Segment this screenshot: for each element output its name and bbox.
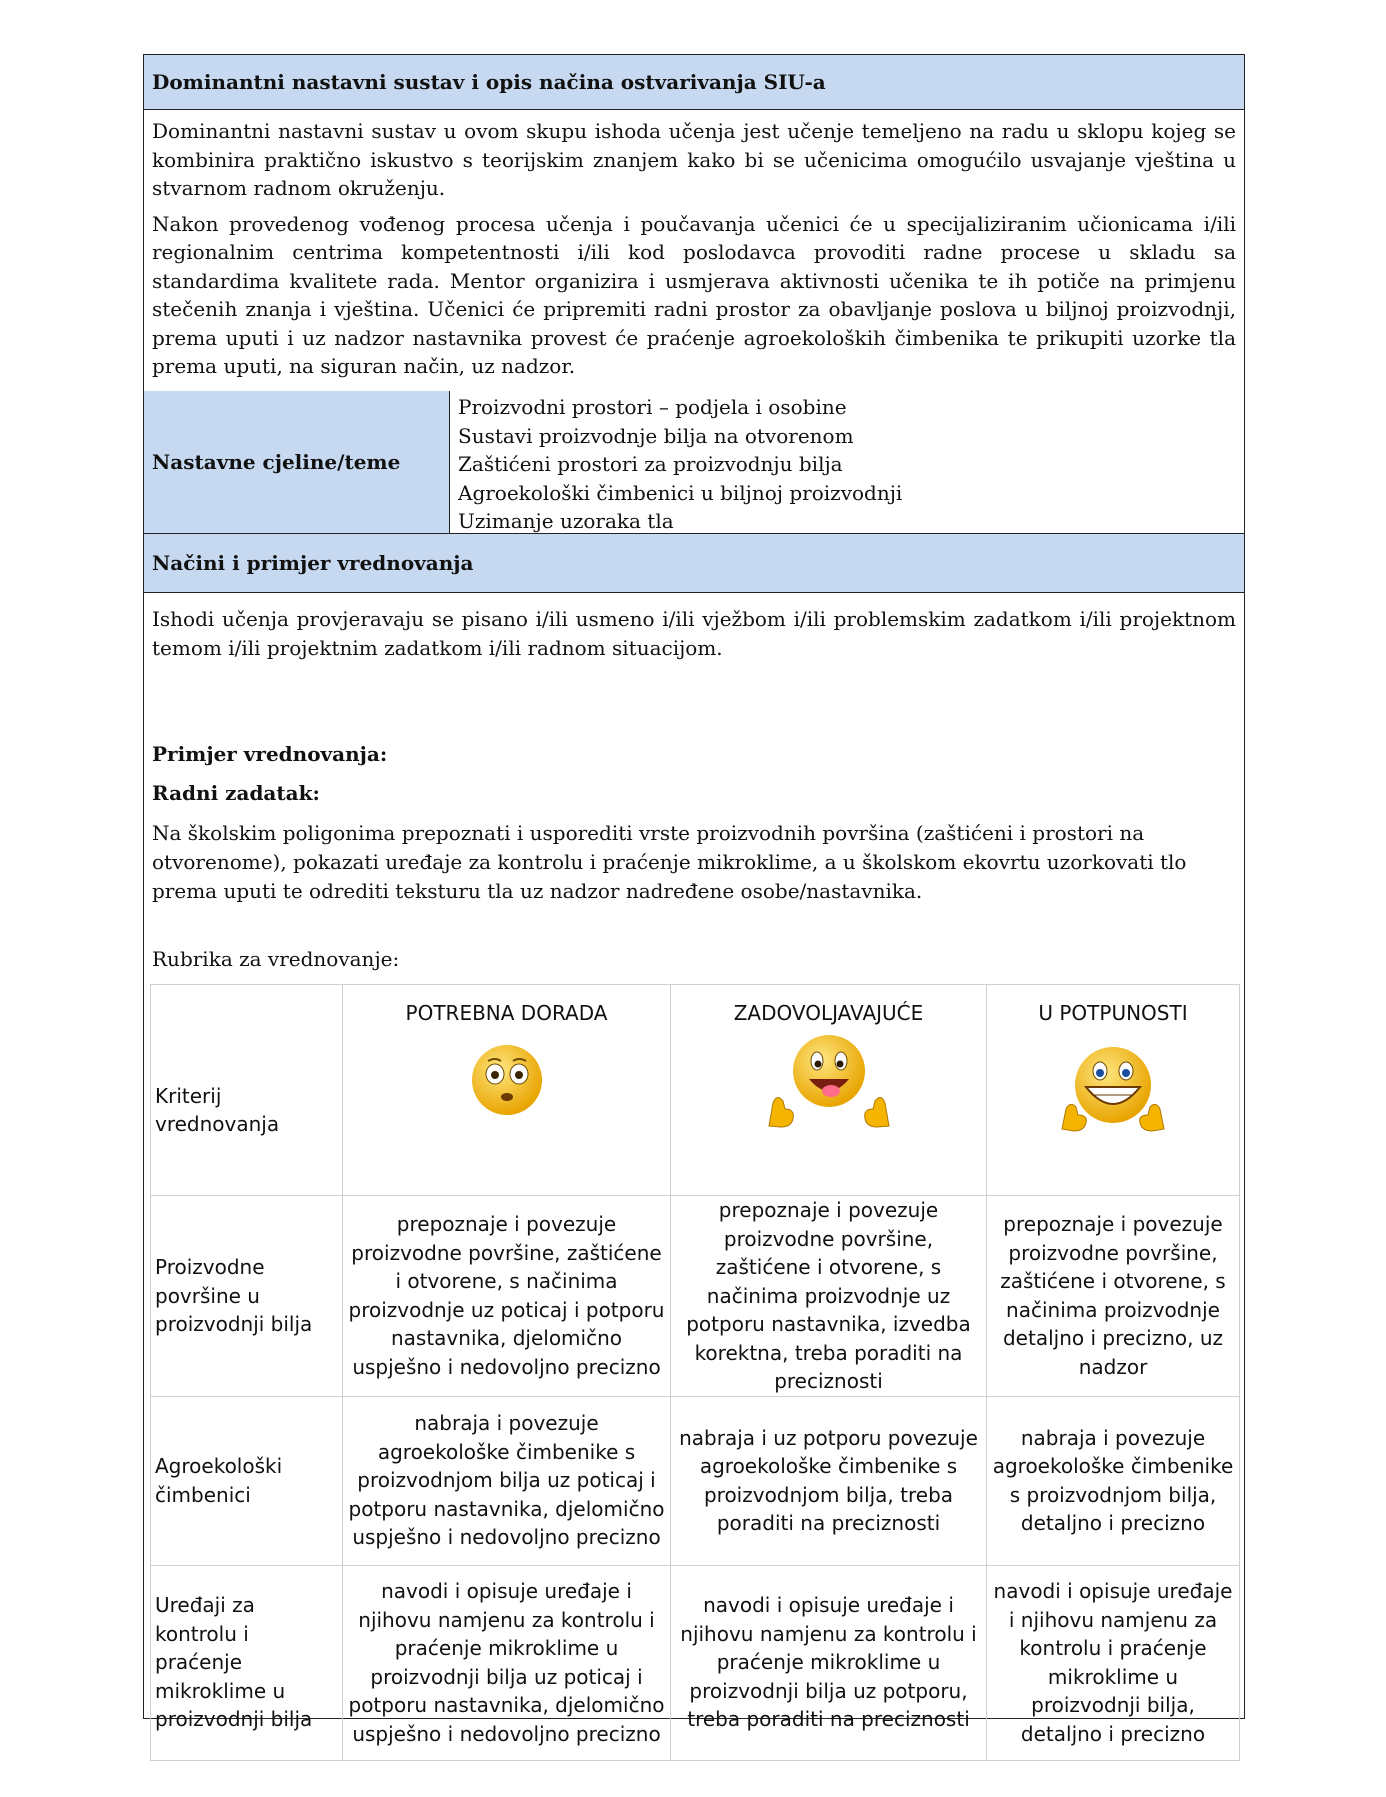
criteria-header: Kriterij vrednovanja (151, 985, 343, 1196)
teaching-unit-item: Proizvodni prostori – podjela i osobine (458, 395, 847, 419)
rubric-cell: nabraja i povezuje agroekološke čimbenike s proizvodnjom bilja, detaljno i precizno (987, 1396, 1240, 1565)
level-header-complete (987, 985, 1240, 1196)
evaluation-description (152, 605, 1236, 662)
rubric-cell: navodi i opisuje uređaje i njihovu namjenu za kontrolu i praćenje mikroklime u proizvodnji bilja, detaljno i precizno (987, 1565, 1240, 1760)
criterion-cell: Proizvodne površine u proizvodnji bilja (151, 1196, 343, 1397)
rubric-header-row (151, 985, 1240, 1196)
rubric-row (151, 1196, 1240, 1397)
flushed-face-icon (470, 1043, 544, 1117)
section-header-teaching-system (144, 55, 1244, 110)
rubric-table (150, 984, 1240, 1761)
teaching-units-list (458, 393, 902, 536)
rubric-cell: nabraja i uz potporu povezuje agroekološke čimbenike s proizvodnjom bilja, treba poraditi na preciznosti (671, 1396, 987, 1565)
level-header-needs-work (343, 985, 671, 1196)
teaching-unit-item: Zaštićeni prostori za proizvodnju bilja (458, 452, 843, 476)
rubric-title: Rubrika za vrednovanje: (152, 947, 400, 971)
document-frame (143, 54, 1245, 1746)
section-title: Dominantni nastavni sustav i opis načina ostvarivanja SIU-a (152, 70, 826, 94)
teaching-system-description (152, 117, 1236, 381)
paragraph: Nakon provedenog vođenog procesa učenja i poučavanja učenici će u specijaliziranim učionicama i/ili regionalnim centrima kompetentnosti i/ili kod poslodavca provoditi radne procese u skladu sa standardima kvalitete rada. Mentor organizira i usmjerava aktivnosti učenika te ih potiče na primjenu stečenih znanja i vještina. Učenici će pripremiti radni prostor za obavljanje poslova u biljnoj proizvodnji, prema uputi i uz nadzor nastavnika provest će praćenje agroekoloških čimbenika te prikupiti uzorke tla prema uputi, na siguran način, uz nadzor. (152, 211, 1236, 378)
criterion-cell: Uređaji za kontrolu i praćenje mikroklime u proizvodnji bilja (151, 1565, 343, 1760)
grinning-thumbs-up-face-icon (1058, 1043, 1168, 1133)
task-text: Na školskim poligonima prepoznati i usporediti vrste proizvodnih površina (zaštićeni i prostori na otvorenome), pokazati uređaje za kontrolu i praćenje mikroklime, a u školskom ekovrtu uzorkovati tlo prema uputi te odrediti teksturu tla uz nadzor nadređene osobe/nastavnika. (152, 821, 1187, 903)
example-title: Primjer vrednovanja: (152, 742, 388, 766)
thumbs-up-face-icon (759, 1031, 899, 1131)
level-label: U POTPUNOSTI (1038, 1001, 1188, 1025)
rubric-cell: navodi i opisuje uređaje i njihovu namjenu za kontrolu i praćenje mikroklime u proizvodnji bilja uz potporu, treba poraditi na preciznosti (671, 1565, 987, 1760)
teaching-unit-item: Sustavi proizvodnje bilja na otvorenom (458, 423, 854, 448)
paragraph: Ishodi učenja provjeravaju se pisano i/ili usmeno i/ili vježbom i/ili problemskim zadatkom i/ili projektnom temom i/ili projektnim zadatkom i/ili radnom situacijom. (152, 607, 1236, 660)
level-label: POTREBNA DORADA (405, 1001, 608, 1025)
level-label: ZADOVOLJAVAJUĆE (733, 1001, 924, 1025)
criterion-cell: Agroekološki čimbenici (151, 1396, 343, 1565)
level-header-satisfactory (671, 985, 987, 1196)
paragraph: Dominantni nastavni sustav u ovom skupu ishoda učenja jest učenje temeljeno na radu u sklopu kojeg se kombinira praktično iskustvo s teorijskim znanjem kako bi se učenicima omogućilo usvajanje vještina u stvarnom radnom okruženju. (152, 119, 1236, 200)
rubric-cell: prepoznaje i povezuje proizvodne površine, zaštićene i otvorene, s načinima proizvodnje detaljno i precizno, uz nadzor (987, 1196, 1240, 1397)
rubric-cell: navodi i opisuje uređaje i njihovu namjenu za kontrolu i praćenje mikroklime u proizvodnji bilja uz poticaj i potporu nastavnika, djelomično uspješno i nedovoljno precizno (343, 1565, 671, 1760)
section-title: Načini i primjer vrednovanja (152, 551, 474, 575)
teaching-units-row (144, 391, 1244, 534)
rubric-row (151, 1565, 1240, 1760)
teaching-units-label-text: Nastavne cjeline/teme (152, 450, 401, 474)
teaching-units-label (144, 391, 450, 533)
rubric-cell: prepoznaje i povezuje proizvodne površine, zaštićene i otvorene, s načinima proizvodnje uz poticaj i potporu nastavnika, djelomično uspješno i nedovoljno precizno (343, 1196, 671, 1397)
section-header-evaluation (144, 534, 1244, 593)
teaching-unit-item: Uzimanje uzoraka tla (458, 509, 674, 533)
task-title: Radni zadatak: (152, 781, 320, 805)
rubric-cell: nabraja i povezuje agroekološke čimbenike s proizvodnjom bilja uz poticaj i potporu nastavnika, djelomično uspješno i nedovoljno precizno (343, 1396, 671, 1565)
teaching-unit-item: Agroekološki čimbenici u biljnoj proizvodnji (458, 480, 903, 505)
rubric-row (151, 1396, 1240, 1565)
rubric-cell: prepoznaje i povezuje proizvodne površine, zaštićene i otvorene, s načinima proizvodnje uz potporu nastavnika, izvedba korektna, treba poraditi na preciznosti (671, 1196, 987, 1397)
